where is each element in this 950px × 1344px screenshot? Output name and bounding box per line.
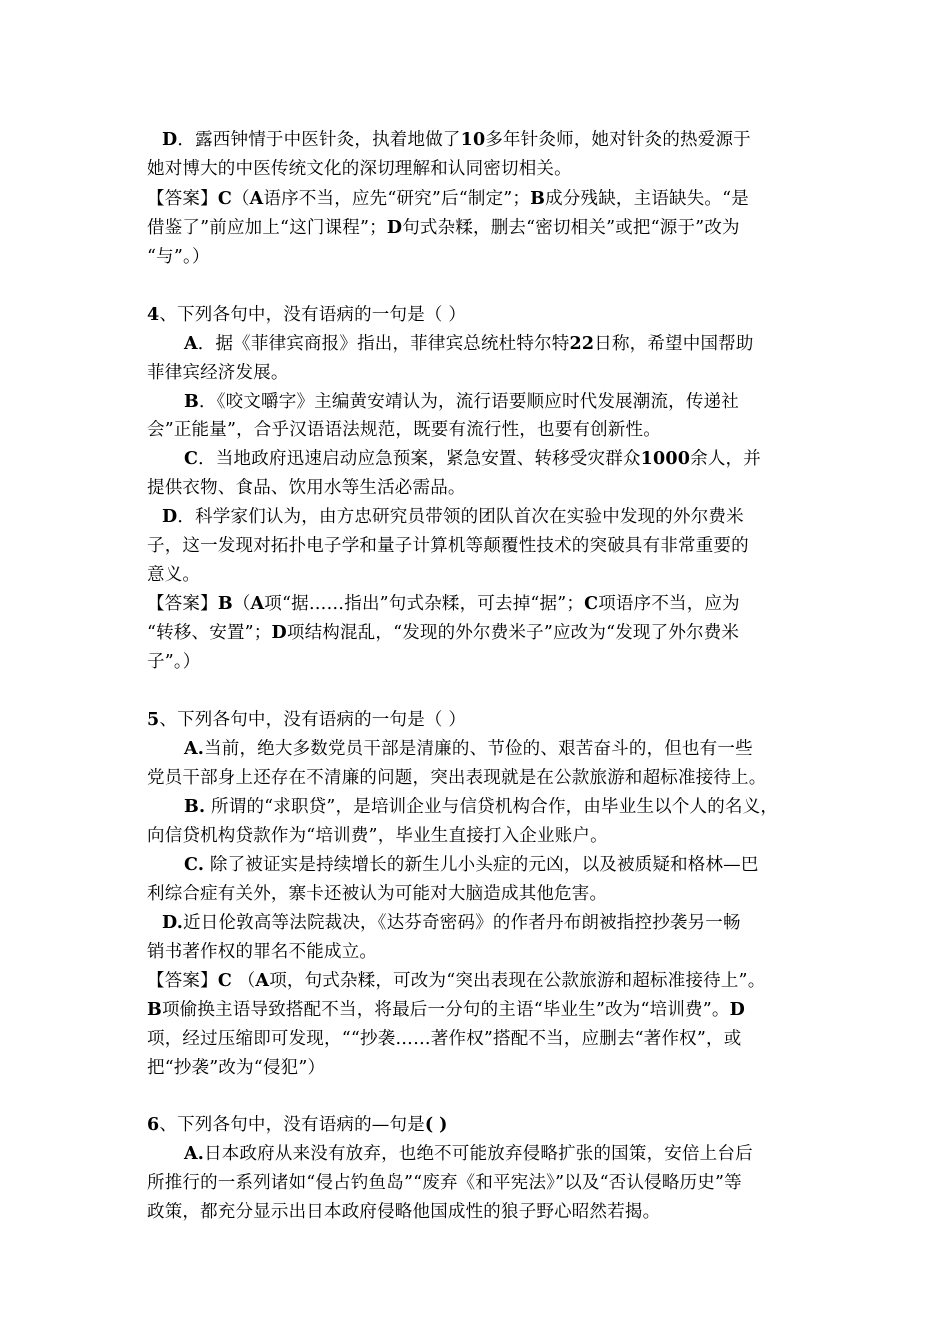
option-line: B．《咬文嚼字》主编黄安靖认为，流行语要顺应时代发展潮流，传递社: [184, 392, 739, 412]
text-line: 所推行的一系列诸如“侵占钓鱼岛”“废弃《和平宪法》”以及“否认侵略历史”等: [147, 1173, 742, 1193]
text-line: 政策，都充分显示出日本政府侵略他国成性的狼子野心昭然若揭。: [147, 1202, 661, 1222]
answer-line: 【答案】B（A项“据……指出”句式杂糅，可去掉“据”；C项语序不当，应为: [147, 594, 740, 614]
text-line: 利综合症有关外，寨卡还被认为可能对大脑造成其他危害。: [147, 884, 608, 904]
text-line: 项，经过压缩即可发现，““抄袭……著作权”搭配不当，应删去“著作权”，或: [147, 1029, 742, 1049]
text-line: 子”。）: [147, 652, 201, 672]
text-line: 向信贷机构贷款作为“培训费”，毕业生直接打入企业账户。: [147, 826, 608, 846]
option-line: C．当地政府迅速启动应急预案，紧急安置、转移受灾群众1000余人，并: [184, 449, 761, 469]
option-line: D．科学家们认为，由方忠研究员带领的团队首次在实验中发现的外尔费米: [162, 507, 744, 527]
text-line: “与”。）: [147, 247, 210, 267]
text-line: B项偷换主语导致搭配不当，将最后一分句的主语“毕业生”改为“培训费”。D: [147, 1000, 745, 1020]
option-line: D.近日伦敦高等法院裁决，《达芬奇密码》的作者丹布朗被指控抄袭另一畅: [162, 913, 741, 933]
answer-line: 【答案】C（A语序不当，应先“研究”后“制定”；B成分残缺，主语缺失。“是: [147, 189, 749, 209]
text-line: 把“抄袭”改为“侵犯”）: [147, 1058, 326, 1078]
question-heading: 4、下列各句中，没有语病的一句是（ ）: [147, 305, 467, 325]
text-line: 意义。: [147, 565, 201, 585]
text-line: 菲律宾经济发展。: [147, 363, 289, 383]
text-line: D．露西钟情于中医针灸，执着地做了10多年针灸师，她对针灸的热爱源于: [162, 130, 751, 150]
text-line: 借鉴了”前应加上“这门课程”；D句式杂糅，删去“密切相关”或把“源于”改为: [147, 218, 740, 238]
text-line: 子，这一发现对拓扑电子学和量子计算机等颠覆性技术的突破具有非常重要的: [147, 536, 749, 556]
text-line: 党员干部身上还存在不清廉的问题，突出表现就是在公款旅游和超标准接待上。: [147, 768, 767, 788]
text-line: 提供衣物、食品、饮用水等生活必需品。: [147, 478, 466, 498]
option-line: A.当前，绝大多数党员干部是清廉的、节俭的、艰苦奋斗的，但也有一些: [184, 739, 753, 759]
option-line: A.日本政府从来没有放弃，也绝不可能放弃侵略扩张的国策，安倍上台后: [184, 1144, 753, 1164]
question-heading: 5、下列各句中，没有语病的一句是（ ）: [147, 710, 467, 730]
text-line: 会”正能量”，合乎汉语语法规范，既要有流行性，也要有创新性。: [147, 420, 661, 440]
text-line: “转移、安置”；D项结构混乱，“发现的外尔费米子”应改为“发现了外尔费米: [147, 623, 740, 643]
option-line: A．据《菲律宾商报》指出，菲律宾总统杜特尔特22日称，希望中国帮助: [184, 334, 754, 354]
answer-line: 【答案】C （A项，句式杂糅，可改为“突出表现在公款旅游和超标准接待上”。: [147, 971, 766, 991]
option-line: B. 所谓的“求职贷”，是培训企业与信贷机构合作，由毕业生以个人的名义，: [184, 797, 779, 817]
option-line: C. 除了被证实是持续增长的新生儿小头症的元凶，以及被质疑和格林—巴: [184, 855, 759, 875]
text-line: 她对博大的中医传统文化的深切理解和认同密切相关。: [147, 159, 572, 179]
text-line: 销书著作权的罪名不能成立。: [147, 942, 378, 962]
question-heading: 6、下列各句中，没有语病的—句是( ): [147, 1115, 448, 1135]
